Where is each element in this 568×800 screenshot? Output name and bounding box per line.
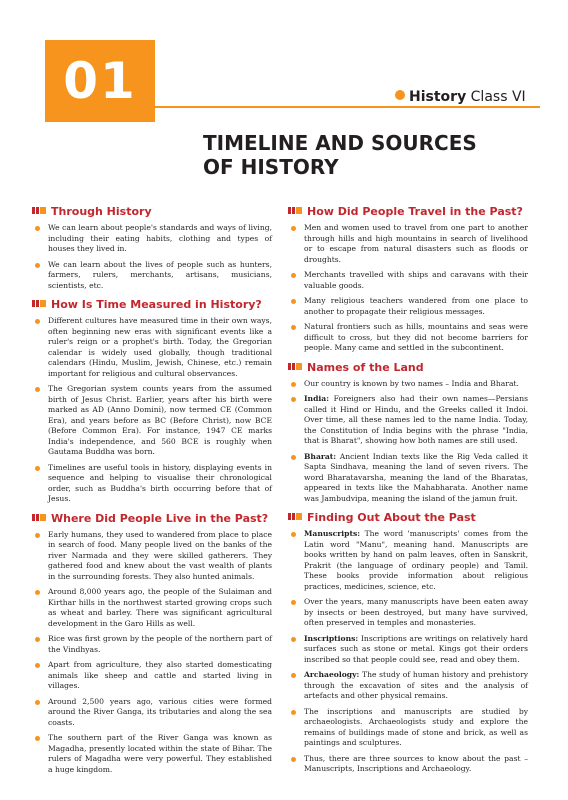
list-item: The inscriptions and manuscripts are studied by archaeologists. Archaeologists study and explore the remains of buildings made of stone and brick, as well as paintings and sculptures. [288,707,528,749]
section-heading: Through History [32,204,272,219]
list-item: Our country is known by two names – India and Bharat. [288,379,528,390]
list-item: Apart from agriculture, they also started domesticating animals like sheep and cattle and started living in villages. [32,660,272,692]
chapter-number: 01 [45,40,155,122]
section-marker-icon [32,297,46,311]
chapter-title-line-2: OF HISTORY [203,155,339,179]
list-item: The southern part of the River Ganga was known as Magadha, presently located within the state of Bihar. The rulers of Magadha were very powerful. They established a huge kingdom. [32,733,272,775]
list-item: Different cultures have measured time in their own ways, often beginning new eras with significant events like a ruler's reign or a prophet's birth. Today, the Gregorian calendar is widely used globally, though traditional calendars (Hindu, Muslim, Jewish, Chinese, etc.) remain important for religious and cultural observances. [32,316,272,379]
section-heading: How Did People Travel in the Past? [288,204,528,219]
list-item: Natural frontiers such as hills, mountains and seas were difficult to cross, but they did not become barriers for people. Many came and settled in the subcontinent. [288,322,528,354]
list-item: Thus, there are three sources to know about the past – Manuscripts, Inscriptions and Archaeology. [288,754,528,775]
subject-label: History [409,89,467,105]
chapter-title [203,131,533,179]
names-land-list [288,379,528,505]
list-item: Bharat: Ancient Indian texts like the Rig Veda called it Sapta Sindhava, meaning the land of seven rivers. The word Bharatavarsha, meaning the land of the Bharatas, appeared in texts like the Mahabharata. Another name was Jambudvipa, meaning the island of the jamun fruit. [288,452,528,505]
through-history-list [32,223,272,291]
list-item: Inscriptions: Inscriptions are writings on relatively hard surfaces such as stone or metal. Kings got their orders inscribed so that people could see, read and obey them. [288,634,528,666]
section-marker-icon [32,511,46,525]
list-item: We can learn about the lives of people such as hunters, farmers, rulers, merchants, artisans, musicians, scientists, etc. [32,260,272,292]
list-item: Over the years, many manuscripts have been eaten away by insects or been destroyed, but many have survived, often preserved in temples and monasteries. [288,597,528,629]
list-item: Men and women used to travel from one part to another through hills and high mountains in search of livelihood or to escape from natural disasters such as floods or droughts. [288,223,528,265]
left-column [32,204,272,781]
list-item: Around 8,000 years ago, the people of the Sulaiman and Kirthar hills in the northwest started growing crops such as wheat and barley. There was significant agricultural development in the Garo Hills as well. [32,587,272,629]
list-item: We can learn about people's standards and ways of living, including their eating habits, clothing and types of houses they lived in. [32,223,272,255]
list-item: Many religious teachers wandered from one place to another to propagate their religious messages. [288,296,528,317]
chapter-title-line-1: TIMELINE AND SOURCES [203,131,477,155]
where-lived-list [32,530,272,776]
right-column [288,204,528,781]
list-item: Early humans, they used to wandered from place to place in search of food. Many people lived on the banks of the river Narmada and they were skilled gatherers. They gathered food and knew about the vast wealth of plants in the surrounding forests. They also hunted animals. [32,530,272,583]
list-item: Manuscripts: The word 'manuscripts' comes from the Latin word "Manu", meaning hand. Manuscripts are books written by hand on palm leaves, often in Sanskrit, Prakrit (the language of ordinary people) and Tamil. These books provide information about religious practices, medicines, science, etc. [288,529,528,592]
list-item: Rice was first grown by the people of the northern part of the Vindhyas. [32,634,272,655]
list-item: Merchants travelled with ships and caravans with their valuable goods. [288,270,528,291]
list-item: Around 2,500 years ago, various cities were formed around the River Ganga, its tributaries and along the sea coasts. [32,697,272,729]
section-marker-icon [288,360,302,374]
time-measured-list [32,316,272,505]
header-rule [155,106,540,108]
section-heading: Finding Out About the Past [288,510,528,525]
list-item: India: Foreigners also had their own names—Persians called it Hind or Hindu, and the Greeks called it Indoi. Over time, all these names led to the name India. Today, the Constitution of India begins with the phrase "India, that is Bharat", showing how both names are still used. [288,394,528,447]
section-heading: How Is Time Measured in History? [32,297,272,312]
section-marker-icon [32,204,46,218]
list-item: The Gregorian system counts years from the assumed birth of Jesus Christ. Earlier, years after his birth were marked as AD (Anno Domini), now termed CE (Common Era), and years before as BC (Before Christ), now BCE (Before Common Era). For instance, 1947 CE marks India's independence, and 560 BCE is roughly when Gautama Buddha was born. [32,384,272,458]
finding-out-list [288,529,528,775]
travel-list [288,223,528,354]
section-marker-icon [288,510,302,524]
section-marker-icon [288,204,302,218]
subject-class-label [395,88,526,106]
bullet-dot-icon [395,90,405,100]
section-heading: Names of the Land [288,360,528,375]
list-item: Archaeology: The study of human history and prehistory through the excavation of sites and the analysis of artefacts and other physical remains. [288,670,528,702]
list-item: Timelines are useful tools in history, displaying events in sequence and helping to visualise their chronological order, such as Buddha's birth occurring before that of Jesus. [32,463,272,505]
section-heading: Where Did People Live in the Past? [32,511,272,526]
class-label: Class VI [470,89,526,105]
